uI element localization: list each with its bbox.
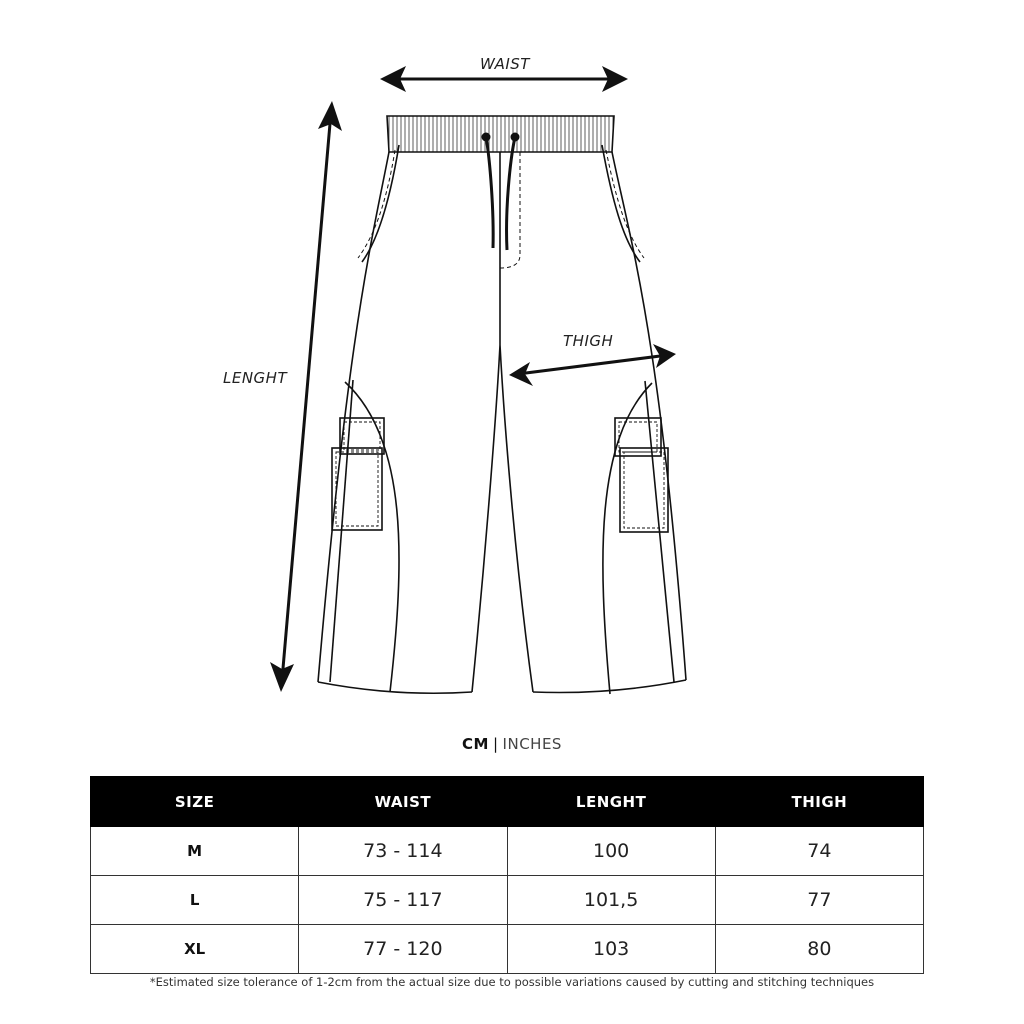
cell-length: 101,5 <box>507 876 715 925</box>
length-arrow <box>270 101 342 692</box>
waist-label: WAIST <box>480 55 530 73</box>
size-table <box>90 776 924 974</box>
cell-size: M <box>91 827 299 876</box>
unit-toggle <box>0 735 1024 753</box>
header-length: LENGHT <box>507 777 715 827</box>
header-waist: WAIST <box>299 777 507 827</box>
cell-size: XL <box>91 925 299 974</box>
unit-cm[interactable]: CM <box>462 735 489 753</box>
cell-waist: 75 - 117 <box>299 876 507 925</box>
pants-outline <box>318 116 686 694</box>
cell-thigh: 74 <box>715 827 923 876</box>
size-tolerance-footnote: *Estimated size tolerance of 1-2cm from the actual size due to possible variations caused by cutting and stitching techniques <box>149 975 875 989</box>
cell-length: 100 <box>507 827 715 876</box>
header-thigh: THIGH <box>715 777 923 827</box>
cell-thigh: 77 <box>715 876 923 925</box>
cell-thigh: 80 <box>715 925 923 974</box>
table-row <box>91 827 924 876</box>
unit-separator: | <box>492 735 499 753</box>
cell-waist: 77 - 120 <box>299 925 507 974</box>
length-label: LENGHT <box>223 369 288 387</box>
header-size: SIZE <box>91 777 299 827</box>
cell-length: 103 <box>507 925 715 974</box>
table-header-row <box>91 777 924 827</box>
cell-waist: 73 - 114 <box>299 827 507 876</box>
table-row <box>91 876 924 925</box>
table-row <box>91 925 924 974</box>
thigh-label: THIGH <box>563 332 614 350</box>
cell-size: L <box>91 876 299 925</box>
unit-inches[interactable]: INCHES <box>502 735 562 753</box>
